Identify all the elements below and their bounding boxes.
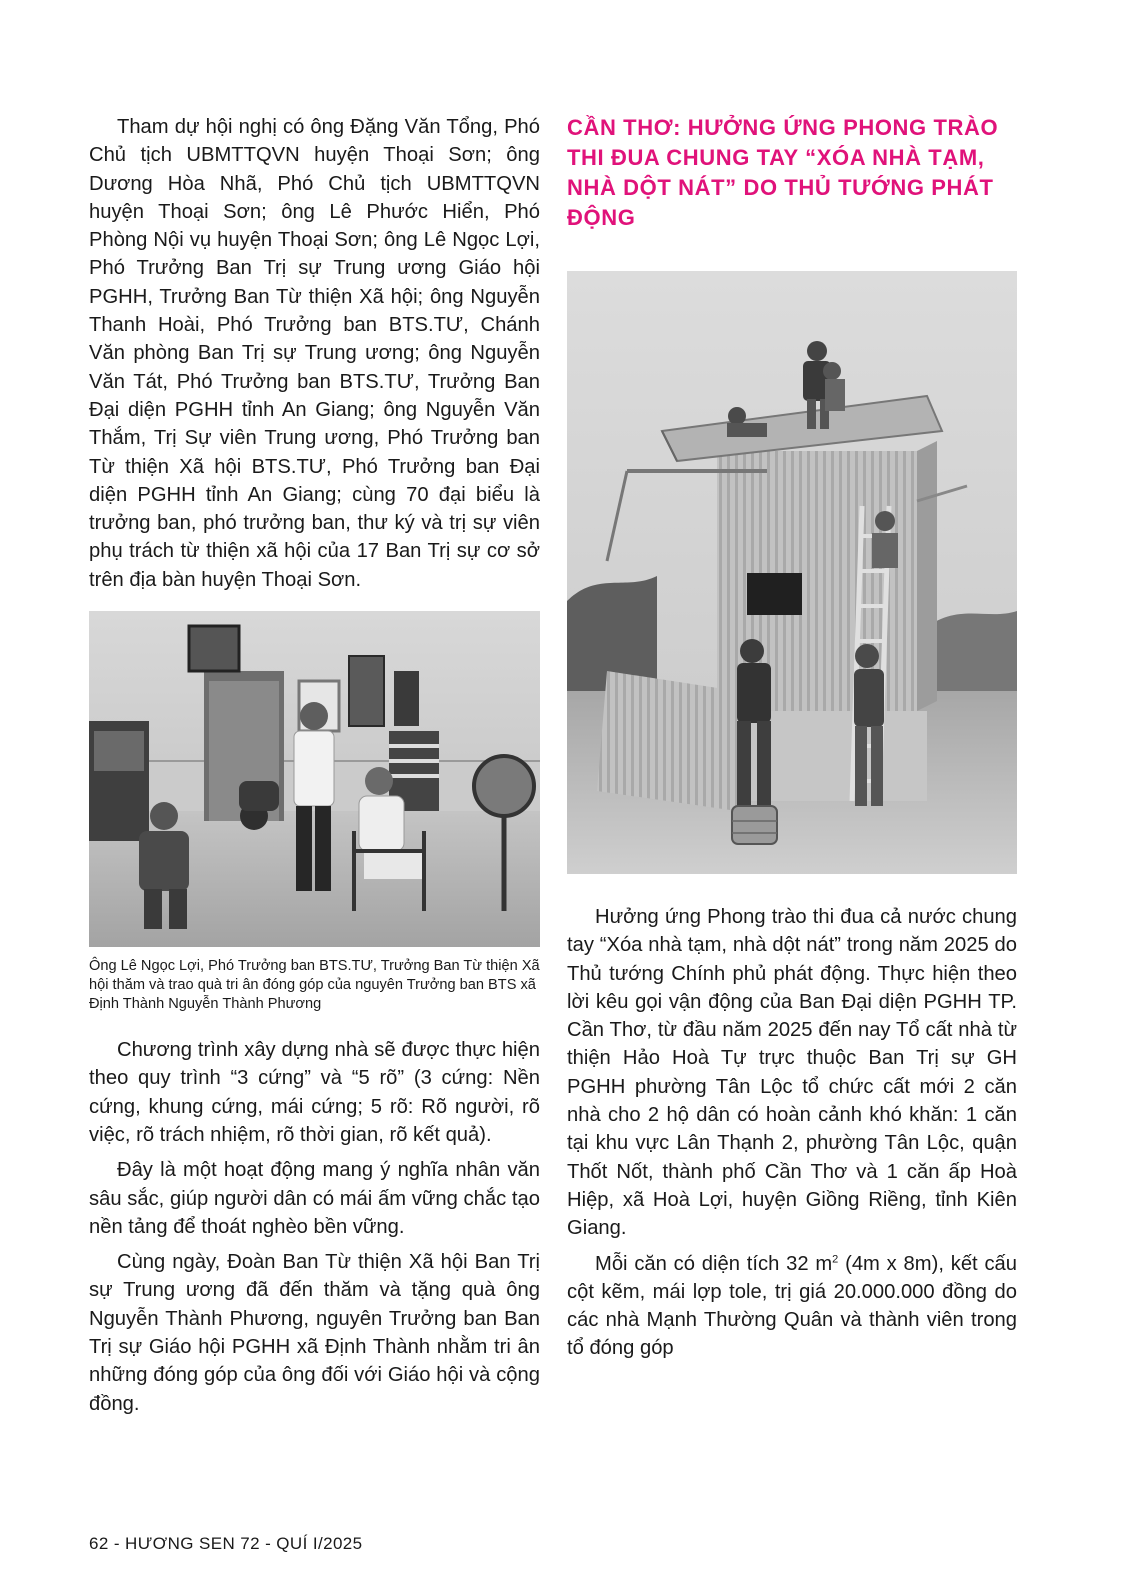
house-spec-start: Mỗi căn có diện tích 32 m [595, 1252, 833, 1275]
page-footer: 62 - HƯƠNG SEN 72 - QUÍ I/2025 [89, 1534, 363, 1553]
paragraph-campaign: Hưởng ứng Phong trào thi đua cả nước chung tay “Xóa nhà tạm, nhà dột nát” trong năm 2025 do Thủ tướng Chính phủ phát động. Thực hiện theo lời kêu gọi vận động của Ban Đại diện PGHH TP. Cần Thơ, từ đầu năm 2025 đến nay Tổ cất nhà từ thiện Hảo Hoà Tự trực thuộc Ban Trị sự GH PGHH phường Tân Lộc tổ chức cất mới 2 căn nhà cho 2 hộ dân có hoàn cảnh khó khăn: 1 căn tại khu vực Lân Thạnh 2, phường Tân Lộc, quận Thốt Nốt, thành phố Cần Thơ và 1 căn ấp Hoà Hiệp, xã Hoà Lợi, huyện Giồng Riềng, tỉnh Kiên Giang. [567, 906, 1017, 1240]
left-column [89, 113, 540, 1418]
photo-construction [567, 271, 1017, 874]
house-spec-sup: 2 [832, 1252, 839, 1265]
photo-visit-illustration [89, 611, 540, 947]
photo-construction-illustration [567, 271, 1017, 874]
right-column [567, 113, 1017, 1363]
paragraph-visit: Cùng ngày, Đoàn Ban Từ thiện Xã hội Ban Trị sự Trung ương đã đến thăm và tặng quà ông Nguyễn Thành Phương, nguyên Trưởng ban Ban Trị sự Giáo hội PGHH xã Định Thành nhằm tri ân những đóng góp của ông đối với Giáo hội và cộng đồng. [89, 1251, 540, 1415]
paragraph-delegates: Tham dự hội nghị có ông Đặng Văn Tổng, Phó Chủ tịch UBMTTQVN huyện Thoại Sơn; ông Dương Hòa Nhã, Phó Chủ tịch UBMTTQVN huyện Thoại Sơn; ông Lê Phước Hiển, Phó Phòng Nội vụ huyện Thoại Sơn; ông Lê Ngọc Lợi, Phó Trưởng Ban Trị sự Trung ương Giáo hội PGHH, Trưởng Ban Từ thiện Xã hội; ông Nguyễn Thanh Hoài, Phó Trưởng ban BTS.TƯ, Chánh Văn phòng Ban Trị sự Trung ương; ông Nguyễn Văn Tát, Phó Trưởng ban BTS.TƯ, Trưởng Ban Đại diện PGHH tỉnh An Giang; ông Nguyễn Văn Thắm, Trị Sự viên Trung ương, Phó Trưởng ban Từ thiện Xã hội BTS.TƯ, Phó Trưởng ban Đại diện PGHH tỉnh An Giang; cùng 70 đại biểu là trưởng ban, phó trưởng ban, thư ký và trị sự viên phụ trách từ thiện xã hội của 17 Ban Trị sự cơ sở trên địa bàn huyện Thoại Sơn. [89, 116, 540, 591]
article-heading: CẦN THƠ: HƯỞNG ỨNG PHONG TRÀO THI ĐUA CHUNG TAY “XÓA NHÀ TẠM, NHÀ DỘT NÁT” DO THỦ TƯỚNG PHÁT ĐỘNG [567, 115, 999, 230]
house-spec-end: (4m x 8m), kết cấu cột kẽm, mái lợp tole, trị giá 20.000.000 đồng do các nhà Mạnh Thường Quân và thành viên trong tổ đóng góp [567, 1252, 1017, 1360]
paragraph-meaning: Đây là một hoạt động mang ý nghĩa nhân văn sâu sắc, giúp người dân có mái ấm vững chắc tạo nền tảng để thoát nghèo bền vững. [89, 1159, 540, 1238]
photo-visit-caption: Ông Lê Ngọc Lợi, Phó Trưởng ban BTS.TƯ, Trưởng Ban Từ thiện Xã hội thăm và trao quà tri ân đóng góp của nguyên Trưởng ban BTS xã Định Thành Nguyễn Thành Phương [89, 958, 540, 1013]
photo-visit [89, 611, 540, 947]
paragraph-house-spec [567, 1250, 1017, 1363]
paragraph-program: Chương trình xây dựng nhà sẽ được thực hiện theo quy trình “3 cứng” và “5 rõ” (3 cứng: Nền cứng, khung cứng, mái cứng; 5 rõ: Rõ người, rõ việc, rõ trách nhiệm, rõ thời gian, rõ kết quả). [89, 1039, 540, 1146]
